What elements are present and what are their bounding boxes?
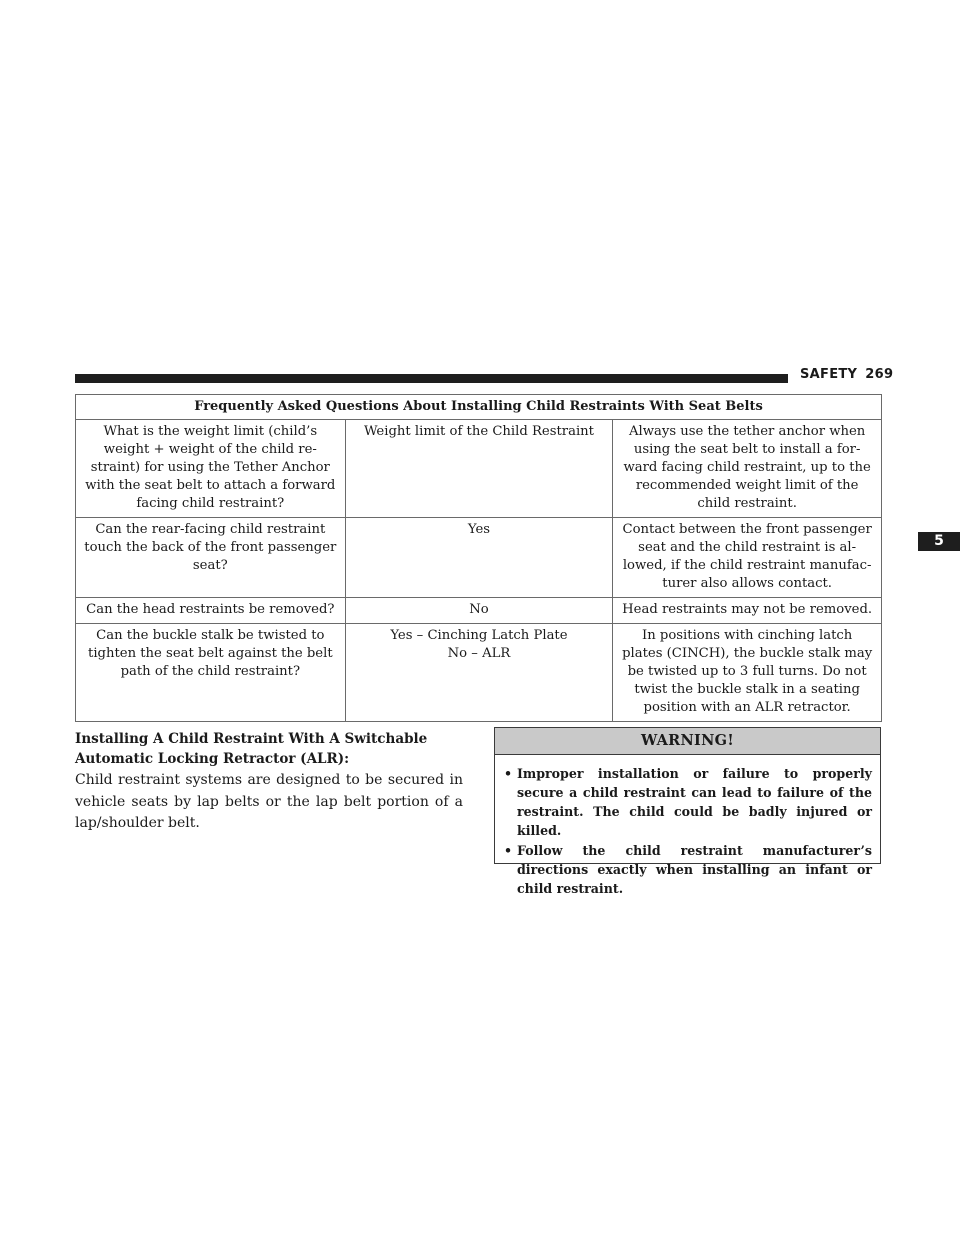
warning-list: [495, 755, 880, 898]
bullet-icon: •: [504, 843, 513, 858]
section-heading-line: Installing A Child Restraint With A Switchable: [75, 731, 428, 747]
body-paragraph: Child restraint systems are designed to be secured in vehicle seats by lap belts or the lap belt portion of a lap/shoulder belt.: [75, 772, 463, 831]
warning-item-text: Improper installation or failure to properly secure a child restraint can lead to failure of the restraint. The child could be badly injured or killed.: [517, 766, 872, 838]
section-heading-line: Automatic Locking Retractor (ALR):: [75, 751, 350, 767]
section-name: SAFETY: [800, 367, 858, 382]
bullet-icon: •: [504, 766, 513, 781]
note-cell: Contact between the front passenger seat and the child restraint is al- lowed, if the child restraint manufac- turer also allows contact.: [613, 518, 882, 598]
warning-item-text: Follow the child restraint manufacturer’s directions exactly when installing an infant or child restraint.: [517, 843, 872, 896]
question-cell: Can the head restraints be removed?: [76, 598, 346, 624]
answer-cell: Yes – Cinching Latch Plate No – ALR: [345, 624, 613, 722]
question-cell: Can the buckle stalk be twisted to tighten the seat belt against the belt path of the child restraint?: [76, 624, 346, 722]
table-row: [76, 518, 882, 598]
header-rule: [75, 374, 788, 383]
faq-table: [75, 394, 882, 722]
answer-cell: Weight limit of the Child Restraint: [345, 420, 613, 518]
table-row: [76, 624, 882, 722]
section-heading: [75, 729, 475, 769]
faq-table-header-row: [76, 395, 882, 420]
warning-item: [504, 764, 872, 840]
warning-title: WARNING!: [495, 728, 880, 755]
note-cell: In positions with cinching latch plates (CINCH), the buckle stalk may be twisted up to 3 full turns. Do not twist the buckle stalk in a seating position with an ALR retractor.: [613, 624, 882, 722]
answer-cell: Yes: [345, 518, 613, 598]
table-row: [76, 420, 882, 518]
note-cell: Always use the tether anchor when using the seat belt to install a for- ward facing child restraint, up to the recommended weight limit of the child restraint.: [613, 420, 882, 518]
answer-cell: No: [345, 598, 613, 624]
question-cell: What is the weight limit (child’s weight + weight of the child re- straint) for using the Tether Anchor with the seat belt to attach a forward facing child restraint?: [76, 420, 346, 518]
warning-item: [504, 841, 872, 898]
warning-box: [494, 727, 881, 896]
faq-table-title: Frequently Asked Questions About Installing Child Restraints With Seat Belts: [76, 395, 882, 420]
question-cell: Can the rear-facing child restraint touch the back of the front passenger seat?: [76, 518, 346, 598]
running-header: [800, 367, 893, 382]
chapter-tab[interactable]: 5: [918, 532, 960, 551]
note-cell: Head restraints may not be removed.: [613, 598, 882, 624]
table-row: [76, 598, 882, 624]
page-number: 269: [865, 367, 894, 382]
